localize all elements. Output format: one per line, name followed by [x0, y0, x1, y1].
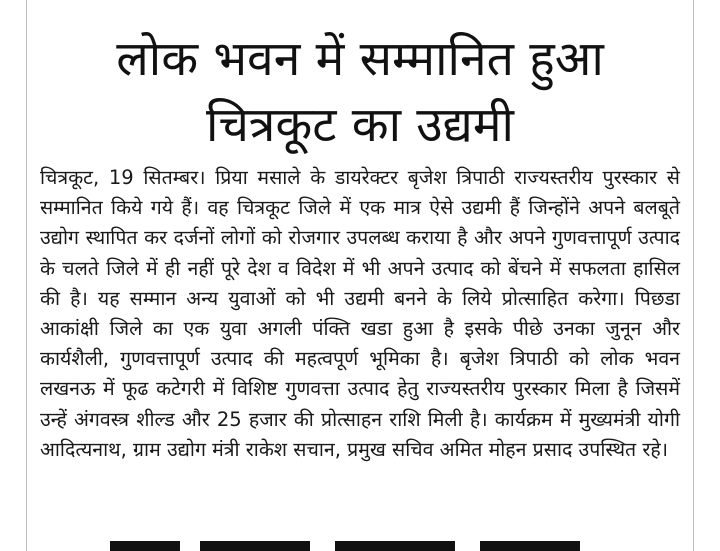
headline-line-2: चित्रकूट का उद्यमी — [206, 97, 514, 153]
column-rule-left — [26, 0, 27, 551]
headline-line-1: लोक भवन में सम्मानित हुआ — [116, 31, 604, 87]
column-rule-right — [693, 0, 694, 551]
article-body: चित्रकूट, 19 सितम्बर। प्रिया मसाले के डायरेक्टर बृजेश त्रिपाठी राज्यस्तरीय पुरस्कार से सम्मानित किये गये हैं। वह चित्रकूट जिले में एक मात्र ऐसे उद्यमी हैं जिन्होंने अपने बलबूते उद्योग स्थापित कर दर्जनों लोगों को रोजगार उपलब्ध कराया है और अपने गुणवत्तापूर्ण उत्पाद के चलते जिले में ही नहीं पूरे देश व विदेश में भी अपने उत्पाद को बेंचने में सफलता हासिल की है। यह सम्मान अन्य युवाओं को भी उद्यमी बनने के लिये प्रोत्साहित करेगा। पिछडा आकांक्षी जिले का एक युवा अगली पंक्ति खडा हुआ है इसके पीछे उनका जुनून और कार्यशैली, गुणवत्तापूर्ण उत्पाद की महत्वपूर्ण भूमिका है। बृजेश त्रिपाठी को लोक भवन लखनऊ में फूढ कटेगरी में विशिष्ट गुणवत्ता उत्पाद हेतु राज्यस्तरीय पुरस्कार मिला है जिसमें उन्हें अंगवस्त्र शील्ड और 25 हजार की प्रोत्साहन राशि मिली है। कार्यक्रम में मुख्यमंत्री योगी आदित्यनाथ, ग्राम उद्योग मंत्री राकेश सचान, प्रमुख सचिव अमित मोहन प्रसाद उपस्थित रहे। — [40, 166, 680, 461]
next-headline-fragment — [110, 534, 610, 551]
headline — [36, 26, 684, 158]
cropped-text-fragment — [110, 541, 610, 551]
